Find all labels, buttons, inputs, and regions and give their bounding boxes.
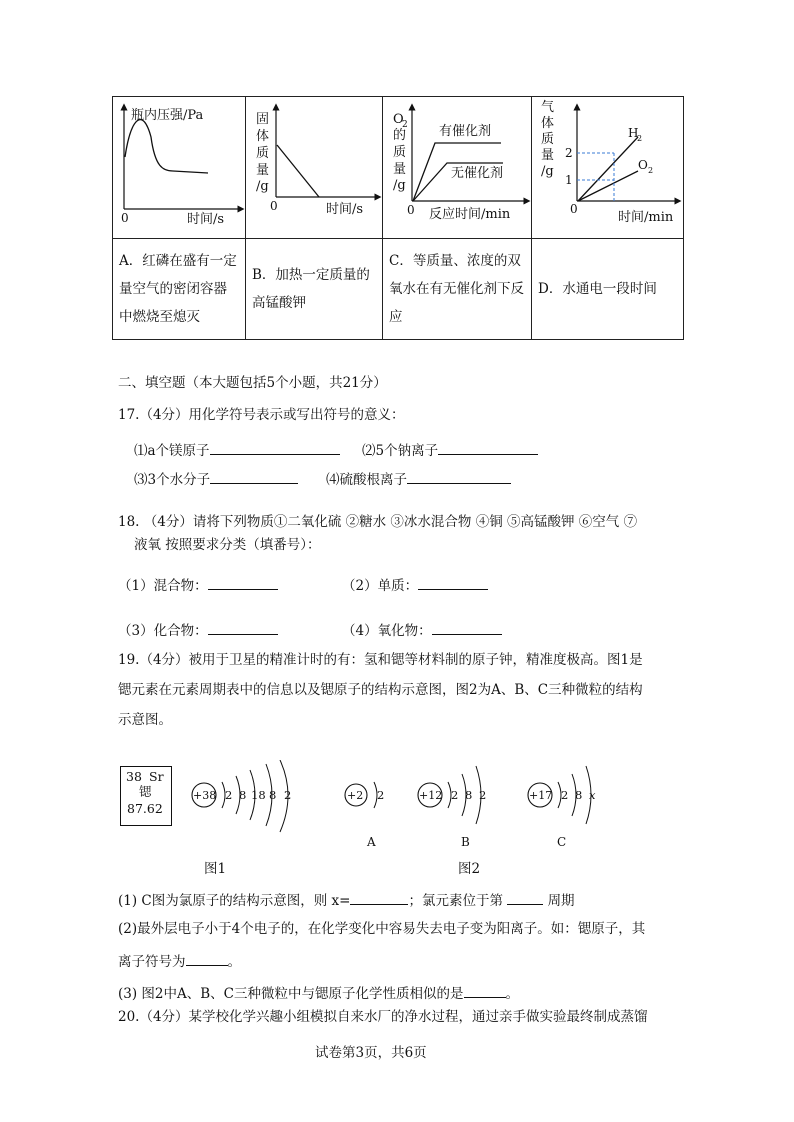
tick-2: 2: [565, 146, 573, 160]
o2-sub: 2: [648, 166, 654, 175]
particle-b: [418, 766, 486, 849]
q18-p4: （4）氧化物：: [342, 622, 502, 639]
o2-line: [578, 171, 638, 201]
origin-label: 0: [270, 199, 278, 213]
origin-label: 0: [407, 203, 415, 217]
origin-label: 0: [121, 211, 129, 225]
sr-nucleus: +38: [193, 789, 217, 802]
q18-p3: （3）化合物：: [118, 622, 278, 639]
sr-atom: [192, 760, 291, 832]
option-d: D．水通电一段时间: [532, 239, 684, 340]
c-shell-1: 2: [561, 788, 569, 802]
page-footer: 试卷第3页，共6页: [315, 1045, 427, 1061]
element-symbol: Sr: [149, 769, 164, 784]
atom-diagrams: [180, 760, 600, 855]
fig1-caption: 图1: [204, 861, 227, 877]
q19-s2a: (2)最外层电子小于4个电子的，在化学变化中容易失去电子变为阳离子。如：锶原子，其: [118, 921, 646, 937]
sr-shell-3: 18: [251, 788, 266, 802]
h2-line: [578, 137, 638, 201]
q19-line1: 19.（4分）被用于卫星的精准计时的有：氢和锶等材料制的原子钟，精准度极高。图1是: [118, 652, 643, 668]
graph-d-cell: [532, 97, 684, 239]
fig2-caption: 图2: [458, 861, 481, 877]
a-label: A: [367, 835, 376, 849]
q18-stem1: 18. （4分）请将下列物质①二氧化硫 ②糖水 ③冰水混合物 ④铜 ⑤高锰酸钾 ⑥空气 ⑦: [118, 514, 638, 530]
q19-line3: 示意图。: [118, 712, 172, 728]
sr-shell-4: 8: [269, 788, 277, 802]
y-label-5: /g: [541, 164, 554, 179]
b-label: B: [461, 835, 470, 849]
y-label-3: 质: [541, 132, 555, 147]
option-a: A．红磷在盛有一定量空气的密闭容器中燃烧至熄灭: [113, 239, 246, 340]
answer-blank[interactable]: [210, 471, 298, 484]
tick-1: 1: [565, 173, 573, 187]
y-label-o: O: [393, 112, 404, 127]
q19-s2b: 离子符号为 。: [118, 954, 241, 970]
y-label-3: 量: [393, 162, 407, 177]
sr-shell-2: 8: [239, 788, 247, 802]
particle-a: [345, 782, 384, 849]
graph-c-cell: [383, 97, 532, 239]
mass-line: [277, 145, 319, 197]
graph-a-cell: [113, 97, 246, 239]
q19-line2: 锶元素在元素周期表中的信息以及锶原子的结构示意图，图2为A、B、C三种微粒的结构: [118, 682, 643, 698]
x-label: 反应时间/min: [429, 207, 511, 222]
q17-stem: 17.（4分）用化学符号表示或写出符号的意义：: [118, 407, 405, 423]
q17-p2: ⑵5个钠离子: [362, 442, 538, 459]
y-label-2: 体: [541, 116, 555, 131]
answer-blank[interactable]: [464, 985, 506, 998]
y-label-4: /g: [393, 178, 406, 193]
answer-blank[interactable]: [507, 892, 543, 905]
y-label-sub: 2: [402, 120, 408, 130]
answer-blank[interactable]: [407, 471, 511, 484]
element-box: [120, 766, 172, 826]
a-nucleus: +2: [347, 789, 364, 802]
origin-label: 0: [570, 202, 578, 216]
q18-p1: （1）混合物：: [118, 577, 278, 594]
pressure-curve: [125, 120, 208, 173]
option-c: C．等质量、浓度的双氧水在有无催化剂下反应: [383, 239, 532, 340]
options-table: [112, 96, 684, 340]
c-shell-2: 8: [575, 788, 583, 802]
q18-stem2: 液氧 按照要求分类（填番号）：: [134, 537, 321, 553]
h2-sub: 2: [637, 134, 643, 143]
answer-blank[interactable]: [418, 577, 488, 590]
answer-blank[interactable]: [210, 442, 340, 455]
particle-c: [528, 766, 596, 849]
o2-label: O: [638, 158, 648, 172]
y-label-4: 量: [256, 163, 270, 178]
q17-p3: ⑶3个水分子: [134, 471, 298, 488]
answer-blank[interactable]: [350, 892, 408, 905]
answer-blank[interactable]: [432, 622, 502, 635]
y-label-3: 质: [256, 146, 270, 161]
x-label: 时间/min: [618, 210, 674, 225]
y-label-5: /g: [256, 179, 269, 194]
answer-blank[interactable]: [208, 577, 278, 590]
catalyst-label: 有催化剂: [439, 124, 492, 139]
graph-b-cell: [246, 97, 383, 239]
element-number: 38: [126, 769, 142, 784]
sr-shell-1: 2: [225, 788, 233, 802]
a-shell-1: 2: [377, 788, 385, 802]
y-label-4: 量: [541, 148, 555, 163]
q18-p2: （2）单质：: [342, 577, 488, 594]
graph-a: [113, 97, 246, 234]
graph-d: [532, 97, 684, 234]
b-shell-3: 2: [479, 788, 487, 802]
q19-s1: (1) C图为氯原子的结构示意图，则 x= ；氯元素位于第 周期: [118, 893, 575, 909]
q19-s3: (3) 图2中A、B、C三种微粒中与锶原子化学性质相似的是 。: [118, 986, 520, 1002]
q17-p4: ⑷硫酸根离子: [326, 471, 511, 488]
y-label-2: 体: [256, 129, 270, 144]
graph-c: [383, 97, 532, 234]
x-label: 时间/s: [187, 212, 225, 227]
y-label: 瓶内压强/Pa: [131, 108, 204, 123]
h2-label: H: [628, 126, 639, 140]
q17-p1: ⑴a个镁原子: [134, 442, 340, 459]
y-label-1: 气: [541, 100, 555, 115]
graph-b: [246, 97, 383, 234]
y-label-1: 固: [256, 112, 270, 127]
answer-blank[interactable]: [186, 953, 228, 966]
answer-blank[interactable]: [208, 622, 278, 635]
y-label-2: 质: [393, 145, 407, 160]
c-label: C: [557, 835, 567, 849]
q20-stem: 20.（4分）某学校化学兴趣小组模拟自来水厂的净水过程，通过亲手做实验最终制成蒸馏: [118, 1009, 648, 1025]
answer-blank[interactable]: [438, 442, 538, 455]
y-label-1: 的: [393, 128, 407, 143]
c-shell-3: x: [589, 788, 596, 802]
b-shell-2: 8: [465, 788, 473, 802]
section-title: 二、填空题（本大题包括5个小题，共21分）: [118, 375, 387, 391]
sr-shell-5: 2: [284, 788, 292, 802]
element-name: 锶: [139, 784, 152, 799]
b-nucleus: +12: [419, 789, 443, 802]
option-b: B．加热一定质量的高锰酸钾: [246, 239, 383, 340]
x-label: 时间/s: [326, 202, 364, 217]
c-nucleus: +17: [529, 789, 553, 802]
no-catalyst-label: 无催化剂: [451, 166, 504, 181]
element-mass: 87.62: [127, 801, 163, 816]
b-shell-1: 2: [451, 788, 459, 802]
